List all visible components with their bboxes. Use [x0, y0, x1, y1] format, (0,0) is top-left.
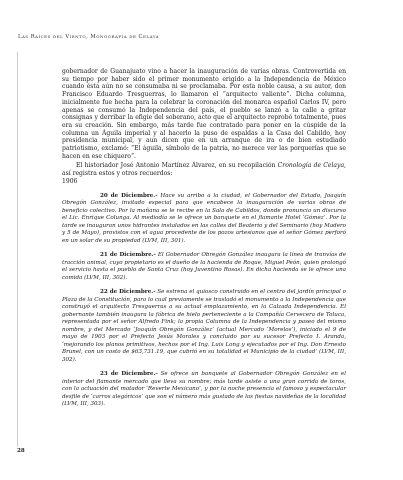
paragraph-intro: [62, 162, 346, 177]
page-number: 28: [17, 448, 25, 454]
entry-text: Se estrena el quiosco construido en el centro del jardín principal o Plaza de la Constitución, para lo cual previamente se trasladó el monumento a la Independencia que construyó el arquitecto Tresguerras a su actual emplazamiento, en la Calzada Independencia. El gobernante también inaugura la fábrica de hielo perteneciente a la Compañía Cervecera de Toluca, representada por el señor Alfredo Fink; la propia Columna de la Independencia y paseo del mismo nombre, y del Mercado ‘Joaquín Obregón González’ (actual Mercado ‘Morelos’), iniciado el 9 de mayo de 1903 por el Prefecto Jesús Morales y concluido por su sucesor Prefecto I. Aranda, ‘mejorando los planos primitivos, hechos por el Ing. Luis Long y ejecutados por el Ing. Don Ernesto Brunel, con un costo de $63,731.19, que cubrió en su totalidad el Municipio de la ciudad’ (LVM, III, 302).: [62, 289, 346, 363]
chronology-entry: [62, 193, 346, 246]
margin-rule: [17, 52, 18, 447]
entry-date: 23 de Diciembre.-: [100, 371, 158, 378]
chronology-entry: [62, 371, 346, 409]
paragraph-text: El historiador José Antonio Martínez Álvarez, en su recopilación: [76, 162, 278, 170]
entry-text: Hace su arribo a la ciudad, el Gobernador del Estado, Joaquín Obregón González, invitado especial para que encabece la inauguración de varias obras de beneficio colectivo. Por la mañana se le recibe en la Sala de Cabildos, donde pronuncia un discurso el Lic. Enrique Colunga. Al mediodía se le ofrece un banquete en el flamante Hotel ‘Gómez’. Por la tarde se inauguran unos hidrantes instalados en las calles del Beaterio y del Seminario (hoy Madero y 5 de Mayo), provistos con el agua procedente de los pozos artesianos que el señor Gómez perforó en un solar de su propiedad (LVM, III, 301).: [62, 192, 346, 244]
chronology-entry: [62, 289, 346, 364]
entry-date: 22 de Diciembre.-: [100, 289, 156, 296]
paragraph: gobernador de Guanajuato vino a hacer la inauguración de varias obras. Controvertida en su tiempo por haber sido el primer monumento erigido a la Independencia de México cuando ésta aún no se consumaba ni se proclamaba. Por esta noble causa, a su autor, don Francisco Eduardo Tresguerras, lo llamaron el “arquitecto valiente”. Dicha columna, inicialmente fue hecha para la celebrar la coronación del monarca español Carlos IV, pero apenas se consumó la Independencia del país, el pueblo se lanzó a la calle a gritar consignas y derribar la efigie del soberano, acto que el arquitecto reprobó totalmente, pues era su creación. Sin embargo, más tarde fue contratado para poner en la cúspide de la columna un Águila imperial y al hacerlo la puso de espaldas a la Casa del Cabildo, hoy presidencia municipal, y aun dicen que en un arranque de ira o de bien estudiado patriotismo, exclamó: “El águila, símbolo de la patria, no merece ver las porquerías que se hacen en ese chiquero”.: [62, 68, 346, 160]
page-body: [62, 68, 346, 409]
running-header: Las Raíces del Viento, Monografía de Celaya: [18, 34, 160, 40]
year-heading: 1906: [62, 177, 78, 185]
entry-text: Se ofrece un banquete al Gobernador Obregón González en el interior del flamante mercado que lleva su nombre; más tarde asiste a una gran corrida de toros, con la actuación del matador ‘Reverte Mexicano’, y por la noche presencia el famoso y espectacular desfile de ‘carros alegóricos’ que son el número más gustado de las fiestas navideñas de la localidad (LVM, III, 303).: [62, 371, 346, 408]
chronology-entry: [62, 252, 346, 282]
entry-text: El Gobernador Obregón González inaugura la línea de tranvías de tracción animal, cuyo propietario es el dueño de la hacienda de Roque, Miguel Peón, quien prolongó el servicio hasta el pueblo de Santa Cruz (hoy Juventino Rosas). En dicha hacienda se le ofrece una comida (LVM, III, 302).: [62, 252, 347, 281]
entry-date: 20 de Diciembre.-: [100, 192, 158, 199]
book-title: Cronología de Celaya: [277, 162, 345, 170]
entry-date: 21 de Diciembre.-: [100, 252, 156, 259]
paragraph-text: , así registra estos y otros recuerdos:: [62, 162, 346, 178]
